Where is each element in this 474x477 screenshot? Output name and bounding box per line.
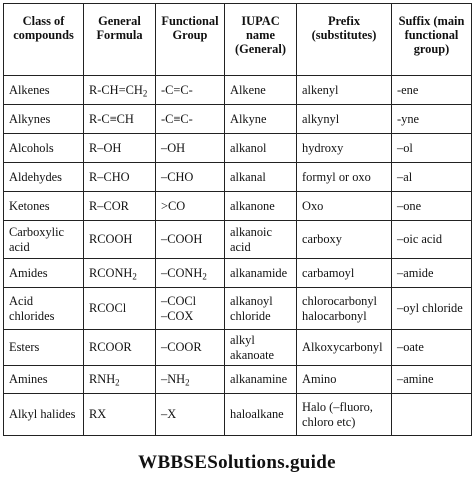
cell-formula-text: RCOCl <box>89 301 127 316</box>
cell-iupac <box>225 366 297 394</box>
cell-iupac <box>225 134 297 163</box>
cell-formula-subscript: 2 <box>115 377 120 388</box>
cell-iupac <box>225 163 297 192</box>
cell-group <box>156 105 225 134</box>
cell-suffix <box>392 221 472 259</box>
cell-formula <box>84 366 156 394</box>
cell-group <box>156 134 225 163</box>
cell-iupac-text: alkanamide <box>230 265 288 280</box>
cell-prefix-text: alkynyl <box>302 111 340 126</box>
cell-suffix-text: –oic acid <box>397 232 443 247</box>
cell-prefix-text: formyl or oxo <box>302 169 371 184</box>
cell-class-text: Aldehydes <box>9 169 62 184</box>
cell-group-text: -C=C- <box>161 82 193 97</box>
cell-prefix <box>297 192 392 221</box>
cell-formula-text: RCONH <box>89 265 133 280</box>
table-row <box>4 259 472 288</box>
cell-formula <box>84 134 156 163</box>
cell-prefix <box>297 105 392 134</box>
cell-formula-text: RCOOR <box>89 340 132 355</box>
cell-iupac-text: alkanal <box>230 169 266 184</box>
table-row <box>4 134 472 163</box>
cell-class-text: Amides <box>9 265 48 280</box>
cell-suffix-text: –amide <box>397 265 434 280</box>
cell-prefix <box>297 330 392 366</box>
cell-group-text: -C≡C- <box>161 111 193 126</box>
cell-group <box>156 288 225 330</box>
cell-group <box>156 76 225 105</box>
cell-prefix-text: carbamoyl <box>302 265 355 280</box>
cell-group <box>156 394 225 436</box>
cell-suffix <box>392 394 472 436</box>
cell-class <box>4 134 84 163</box>
cell-class <box>4 192 84 221</box>
cell-formula <box>84 330 156 366</box>
cell-iupac <box>225 192 297 221</box>
cell-group <box>156 192 225 221</box>
cell-iupac <box>225 105 297 134</box>
cell-suffix-text: –oyl chloride <box>397 301 463 316</box>
cell-formula <box>84 163 156 192</box>
cell-class <box>4 221 84 259</box>
cell-iupac <box>225 394 297 436</box>
cell-suffix <box>392 134 472 163</box>
cell-formula <box>84 288 156 330</box>
cell-group-text: –COCl –COX <box>161 294 197 323</box>
cell-group-text: –OH <box>161 140 186 155</box>
cell-group-text: –X <box>161 407 177 422</box>
cell-suffix <box>392 163 472 192</box>
cell-suffix <box>392 288 472 330</box>
cell-prefix-text: Halo (–fluoro, chloro etc) <box>302 400 373 429</box>
cell-iupac-text: Alkyne <box>230 111 267 126</box>
cell-class-text: Alkyl halides <box>9 407 76 422</box>
cell-formula-subscript: 2 <box>142 88 148 99</box>
cell-iupac-text: alkanol <box>230 140 267 155</box>
cell-iupac <box>225 76 297 105</box>
cell-prefix-text: carboxy <box>302 232 342 247</box>
cell-prefix <box>297 288 392 330</box>
cell-formula-text: R–COR <box>89 198 129 213</box>
table-row <box>4 192 472 221</box>
cell-class <box>4 105 84 134</box>
cell-group-text: –CHO <box>161 169 194 184</box>
header-row <box>4 4 472 76</box>
cell-formula <box>84 394 156 436</box>
table-row <box>4 330 472 366</box>
table-row <box>4 366 472 394</box>
cell-prefix-text: hydroxy <box>302 140 344 155</box>
cell-group <box>156 366 225 394</box>
cell-formula <box>84 192 156 221</box>
cell-formula-text: R-C≡CH <box>89 111 134 126</box>
table-row <box>4 221 472 259</box>
cell-class-text: Alkenes <box>9 82 50 97</box>
table-row <box>4 163 472 192</box>
cell-group-subscript: 2 <box>185 377 190 388</box>
cell-formula-text: RX <box>89 407 107 422</box>
cell-group <box>156 330 225 366</box>
cell-suffix-text: –amine <box>397 372 434 387</box>
cell-iupac-text: alkyl akanoate <box>230 333 275 362</box>
cell-iupac <box>225 288 297 330</box>
cell-prefix <box>297 366 392 394</box>
cell-iupac-text: haloalkane <box>230 407 284 422</box>
cell-suffix-text: –ol <box>397 140 413 155</box>
cell-class-text: Esters <box>9 340 40 355</box>
cell-prefix-text: Amino <box>302 372 337 387</box>
cell-formula-text: RCOOH <box>89 232 133 247</box>
cell-prefix <box>297 394 392 436</box>
cell-group <box>156 221 225 259</box>
cell-formula <box>84 105 156 134</box>
cell-class-text: Alcohols <box>9 140 54 155</box>
cell-class-text: Alkynes <box>9 111 51 126</box>
cell-suffix-text: -ene <box>397 82 419 97</box>
cell-group-subscript: 2 <box>202 271 207 282</box>
header-iupac: IUPAC name (General) <box>225 4 297 76</box>
cell-iupac-text: alkanoyl chloride <box>230 294 273 323</box>
cell-class-text: Carboxylic acid <box>9 225 65 254</box>
cell-class-text: Ketones <box>9 198 50 213</box>
cell-iupac-text: Alkene <box>230 82 266 97</box>
cell-prefix <box>297 221 392 259</box>
cell-prefix <box>297 134 392 163</box>
cell-class <box>4 259 84 288</box>
cell-class <box>4 163 84 192</box>
cell-suffix-text: –al <box>397 169 413 184</box>
cell-class <box>4 76 84 105</box>
cell-formula <box>84 221 156 259</box>
cell-prefix <box>297 76 392 105</box>
cell-iupac-text: alkanoic acid <box>230 225 272 254</box>
header-class: Class of compounds <box>4 4 84 76</box>
cell-formula-subscript: 2 <box>132 271 137 282</box>
header-suffix: Suffix (main functional group) <box>392 4 472 76</box>
cell-group <box>156 163 225 192</box>
cell-class-text: Amines <box>9 372 48 387</box>
cell-formula <box>84 76 156 105</box>
cell-class <box>4 366 84 394</box>
table-row <box>4 76 472 105</box>
cell-prefix-text: chlorocarbonyl halocarbonyl <box>302 294 378 323</box>
cell-prefix-text: alkenyl <box>302 82 339 97</box>
cell-group-text: –COOH <box>161 232 203 247</box>
header-formula: General Formula <box>84 4 156 76</box>
table-row <box>4 288 472 330</box>
cell-group <box>156 259 225 288</box>
cell-suffix-text: –oate <box>397 340 424 355</box>
table-row <box>4 105 472 134</box>
cell-suffix <box>392 192 472 221</box>
cell-prefix <box>297 259 392 288</box>
cell-iupac-text: alkanone <box>230 198 275 213</box>
cell-formula-text: R-CH=CH <box>89 82 143 97</box>
cell-class <box>4 394 84 436</box>
cell-class <box>4 288 84 330</box>
compounds-table <box>3 3 472 436</box>
cell-suffix <box>392 105 472 134</box>
cell-group-text: –CONH <box>161 265 203 280</box>
cell-iupac <box>225 259 297 288</box>
cell-class <box>4 330 84 366</box>
cell-suffix <box>392 76 472 105</box>
cell-formula-text: R–OH <box>89 140 122 155</box>
cell-formula-text: R–CHO <box>89 169 130 184</box>
cell-prefix <box>297 163 392 192</box>
cell-class-text: Acid chlorides <box>9 294 55 323</box>
cell-formula-text: RNH <box>89 372 116 387</box>
cell-suffix <box>392 259 472 288</box>
table-row <box>4 394 472 436</box>
header-prefix: Prefix (substitutes) <box>297 4 392 76</box>
cell-prefix-text: Alkoxycarbonyl <box>302 340 383 355</box>
watermark-footer: WBBSESolutions.guide <box>138 452 336 473</box>
cell-group-text: –COOR <box>161 340 202 355</box>
header-group: Functional Group <box>156 4 225 76</box>
cell-prefix-text: Oxo <box>302 198 324 213</box>
cell-iupac <box>225 330 297 366</box>
table-body <box>4 76 472 436</box>
cell-group-text: >CO <box>161 198 186 213</box>
cell-suffix-text: -yne <box>397 111 420 126</box>
cell-suffix-text: –one <box>397 198 422 213</box>
cell-formula <box>84 259 156 288</box>
cell-suffix <box>392 330 472 366</box>
cell-suffix <box>392 366 472 394</box>
cell-iupac <box>225 221 297 259</box>
cell-iupac-text: alkanamine <box>230 372 288 387</box>
cell-group-text: –NH <box>161 372 186 387</box>
